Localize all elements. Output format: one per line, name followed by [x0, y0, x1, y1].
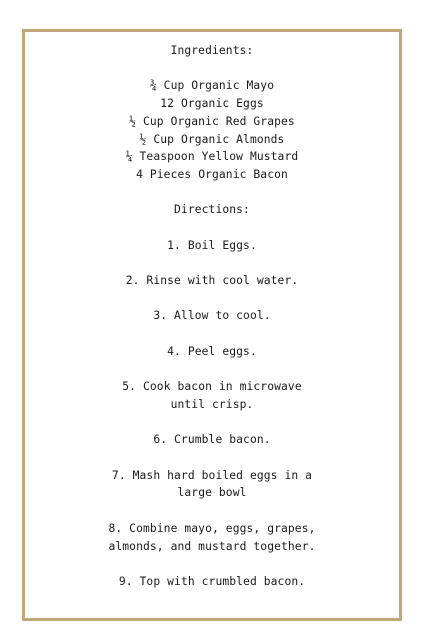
ingredient-item: ½ Cup Organic Almonds — [139, 132, 285, 146]
direction-step: 4. Peel eggs. — [167, 344, 257, 358]
ingredient-item: ¾ Cup Organic Mayo — [149, 79, 275, 93]
direction-step: 7. Mash hard boiled eggs in a large bowl — [111, 468, 313, 500]
ingredients-list — [25, 77, 399, 183]
direction-step: 5. Cook bacon in microwave until crisp. — [122, 380, 302, 411]
recipe-content — [25, 42, 399, 608]
directions-heading: Directions: — [174, 203, 250, 217]
direction-step: 1. Boil Eggs. — [167, 238, 257, 252]
ingredient-item: 4 Pieces Organic Bacon — [136, 167, 288, 181]
ingredients-heading: Ingredients: — [170, 44, 254, 57]
direction-step: 6. Crumble bacon. — [153, 433, 271, 447]
ingredient-item: 12 Organic Eggs — [160, 97, 264, 111]
directions-list — [25, 237, 399, 591]
direction-step: 2. Rinse with cool water. — [125, 274, 299, 288]
direction-step: 3. Allow to cool. — [153, 309, 271, 323]
ingredient-item: ½ Cup Organic Red Grapes — [129, 114, 295, 128]
ingredient-item: ¼ Teaspoon Yellow Mustard — [125, 150, 299, 164]
direction-step: 9. Top with crumbled bacon. — [118, 574, 306, 588]
recipe-card — [22, 29, 402, 621]
direction-step: 8. Combine mayo, eggs, grapes, almonds, and mustard together. — [108, 521, 316, 553]
